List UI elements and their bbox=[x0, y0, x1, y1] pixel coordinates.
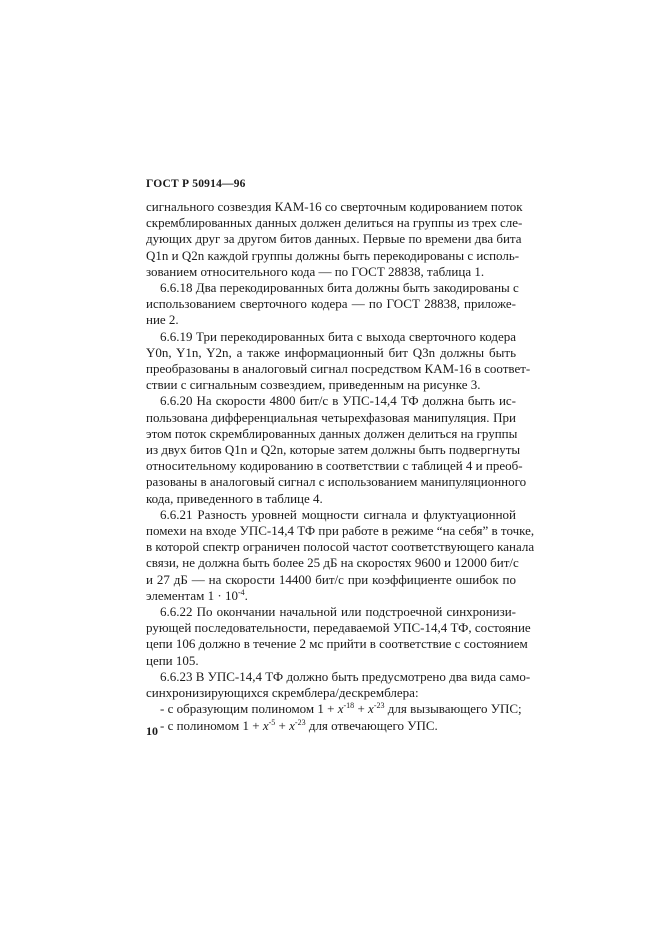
clause-6-6-23: 6.6.23 В УПС-14,4 ТФ должно быть предусмотрено два вида само- bbox=[160, 668, 531, 684]
clause-6-6-18: 6.6.18 Два перекодированных бита должны быть закодированы с bbox=[160, 280, 519, 296]
text-line: скремблированных данных должен делиться на группы из трех сле- bbox=[146, 215, 523, 231]
text-line: использованием сверточного кодера — по ГОСТ 28838, приложе- bbox=[146, 296, 516, 312]
poly-text: + bbox=[354, 701, 369, 717]
document-header: ГОСТ Р 50914—96 bbox=[146, 178, 246, 190]
page-number: 10 bbox=[146, 724, 158, 738]
text-line: относительному кодированию в соответствии с таблицей 4 и преоб- bbox=[146, 458, 523, 474]
text-line: пользована дифференциальная четырехфазовая манипуляция. При bbox=[146, 409, 516, 425]
text-line: ствии с сигнальным созвездием, приведенным на рисунке 3. bbox=[146, 377, 481, 393]
text-line: и 27 дБ — на скорости 14400 бит/с при коэффициенте ошибок по bbox=[146, 571, 516, 587]
text-line: Q1n и Q2n каждой группы должны быть перекодированы с исполь- bbox=[146, 247, 520, 263]
text-line: синхронизирующихся скремблера/дескремблера: bbox=[146, 685, 419, 701]
poly-exponent: -18 bbox=[343, 701, 355, 711]
text-line: цепи 105. bbox=[146, 652, 199, 668]
text-line: связи, не должна быть более 25 дБ на скоростях 9600 и 12000 бит/с bbox=[146, 555, 519, 571]
poly-variable: x bbox=[337, 701, 344, 717]
text-line: преобразованы в аналоговый сигнал посредством КАМ-16 в соответ- bbox=[146, 361, 531, 377]
text-line: этом поток скремблированных данных должен делиться на группы bbox=[146, 425, 518, 441]
text-line: зованием относительного кода — по ГОСТ 28838, таблица 1. bbox=[146, 263, 485, 279]
clause-6-6-20: 6.6.20 На скорости 4800 бит/с в УПС-14,4 ТФ должна быть ис- bbox=[160, 393, 516, 409]
error-rate-exponent: -4 bbox=[237, 587, 245, 597]
clause-6-6-22: 6.6.22 По окончании начальной или подстроечной синхронизи- bbox=[160, 604, 516, 620]
text-line: в которой спектр ограничен полосой частот соответствующего канала bbox=[146, 539, 535, 555]
polynomial-answering bbox=[146, 718, 516, 734]
clause-6-6-21: 6.6.21 Разность уровней мощности сигнала и флуктуационной bbox=[160, 506, 516, 522]
poly-exponent: -5 bbox=[268, 717, 276, 727]
poly-exponent: -23 bbox=[373, 701, 385, 711]
text-line: помехи на входе УПС-14,4 ТФ при работе в режиме “на себя” в точке, bbox=[146, 523, 535, 539]
text-line: из двух битов Q1n и Q2n, которые затем должны быть подвергнуты bbox=[146, 442, 521, 458]
poly-text: - с полиномом 1 + bbox=[160, 717, 263, 733]
text-line: ние 2. bbox=[146, 312, 179, 328]
poly-variable: x bbox=[262, 717, 269, 733]
text-line: цепи 106 должно в течение 2 мс прийти в соответствие с состоянием bbox=[146, 636, 528, 652]
poly-text: для отвечающего УПС. bbox=[305, 717, 438, 733]
poly-variable: x bbox=[368, 701, 374, 717]
poly-text: - с образующим полиномом 1 + bbox=[160, 701, 338, 717]
poly-text: + bbox=[275, 717, 290, 733]
document-body bbox=[146, 199, 535, 734]
poly-exponent: -23 bbox=[294, 717, 306, 727]
poly-text: для вызывающего УПС; bbox=[384, 701, 522, 717]
text-line bbox=[146, 588, 516, 604]
text-line: сигнального созвездия КАМ-16 со сверточным кодированием поток bbox=[146, 199, 523, 214]
period: . bbox=[244, 587, 248, 603]
text-line: рующей последовательности, передаваемой УПС-14,4 ТФ, состояние bbox=[146, 620, 531, 636]
clause-6-6-19: 6.6.19 Три перекодированных бита с выхода сверточного кодера bbox=[160, 328, 516, 344]
text-line: Y0n, Y1n, Y2n, а также информационный бит Q3n должны быть bbox=[146, 344, 516, 360]
polynomial-calling bbox=[146, 701, 522, 717]
poly-variable: x bbox=[289, 717, 295, 733]
text-line: кода, приведенного в таблице 4. bbox=[146, 490, 323, 506]
error-rate-text: элементам 1 · 10 bbox=[146, 587, 238, 603]
text-line: разованы в аналоговый сигнал с использованием манипуляционного bbox=[146, 474, 527, 490]
text-line: дующих друг за другом битов данных. Первые по времени два бита bbox=[146, 231, 522, 247]
